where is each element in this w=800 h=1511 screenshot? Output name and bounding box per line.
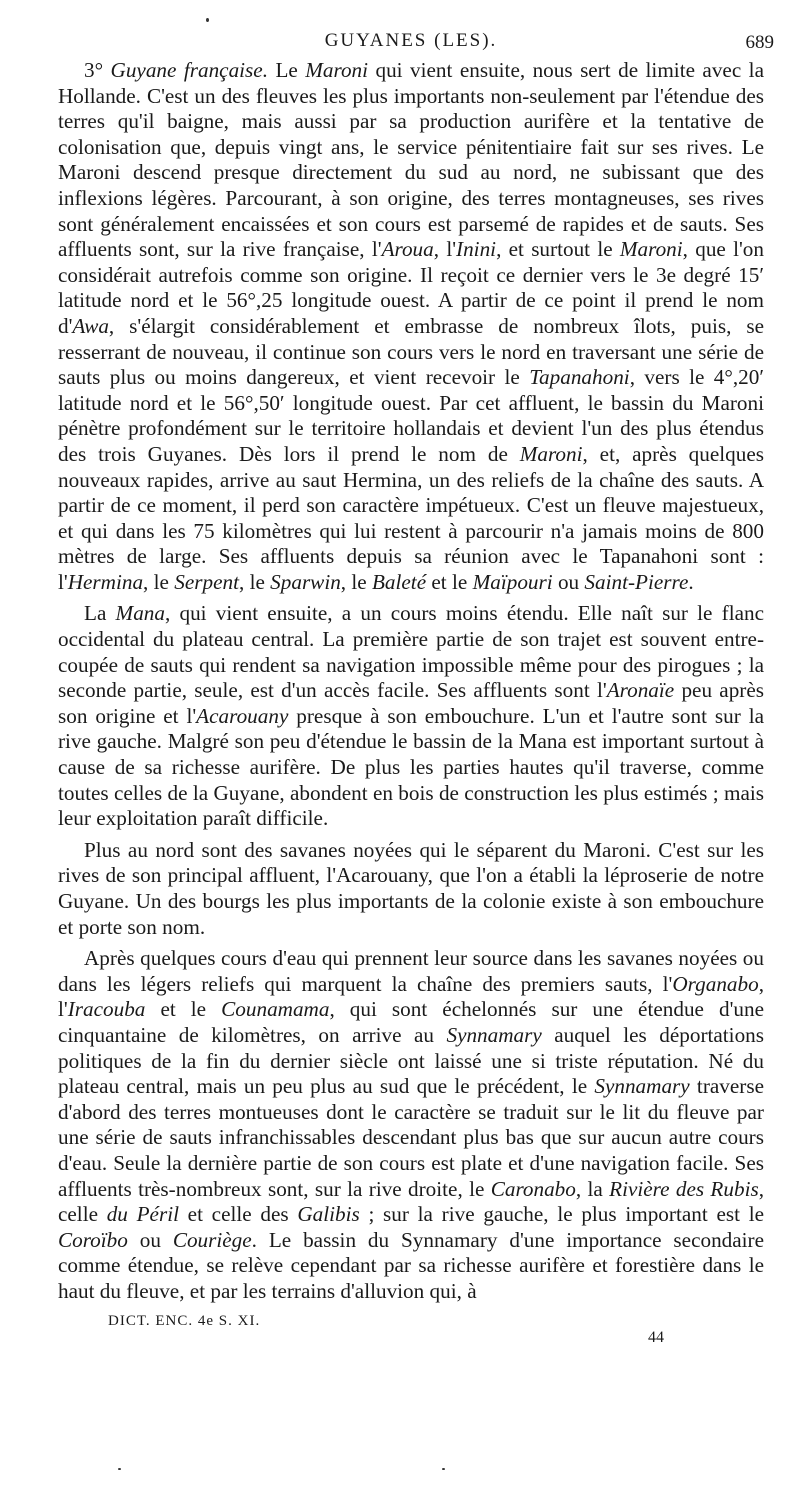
italic-term: Hermina: [67, 569, 144, 594]
text-run: et le: [426, 569, 473, 594]
text-run: auquel les déportations politiques de la fin du dernier siècle ont laissé une si triste réputation. Né du plateau central, mais un peu plus au sud que le précédent, le: [58, 1022, 764, 1099]
text-run: peu après son origine et l': [58, 678, 764, 728]
italic-term: Coroïbo: [58, 1227, 128, 1252]
text-run: , qui sont échelonnés sur une étendue d'une cinquantaine de kilomètres, on arrive au: [58, 997, 764, 1047]
italic-term: Maroni: [305, 58, 369, 82]
italic-term: Mana: [115, 601, 165, 626]
text-run: et celle des: [178, 1202, 298, 1227]
text-run: , qui vient ensuite, a un cours moins étendu. Elle naît sur le flanc occidental du plateau central. La première partie de son trajet est souvent entre-coupée de sauts qui rendent sa navigation impossible même pour des pirogues ; la seconde partie, seule, est d'un accès facile. Ses affluents sont l': [58, 601, 764, 703]
text-run: , le: [143, 569, 175, 594]
text-run: , la: [575, 1176, 610, 1201]
text-run: qui vient ensuite, nous sert de limite avec la Hollande. C'est un des fleuves les plus importants non-seulement par l'étendue des terres qu'il baigne, mais aussi par sa production aurifère et la tentative de colonisation que, depuis vingt ans, le service pénitentiaire fait sur ses rives. Le Maroni descend presque directement du sud au nord, ne subissant que des inflexions légères. Parcourant, à son origine, des terres montagneuses, ses rives sont généralement encaissées et son cours est parsemé de rapides et de sauts. Ses affluents sont, sur la rive française, l': [58, 58, 764, 262]
italic-term: Inini: [456, 237, 497, 262]
italic-term: Caronabo: [490, 1176, 576, 1201]
text-run: , le: [238, 569, 271, 594]
text-run: La: [84, 601, 116, 626]
paragraph: [58, 601, 764, 831]
italic-term: Maroni: [619, 237, 683, 262]
text-run: et le: [145, 997, 222, 1022]
document-page: [58, 30, 774, 1351]
italic-term: Saint-Pierre: [584, 569, 689, 594]
italic-term: Counamama: [221, 997, 330, 1022]
text-run: Après quelques cours d'eau qui prennent leur source dans les savanes noyées ou dans les légers reliefs qui marquent la chaîne des premiers sauts, l': [58, 946, 764, 996]
text-run: ou: [552, 569, 585, 594]
italic-term: Couriège: [172, 1227, 252, 1252]
italic-term: Galibis: [297, 1202, 360, 1227]
text-run: .: [688, 569, 694, 594]
running-title: GUYANES (LES).: [324, 30, 498, 51]
text-run: . Le bassin du Synnamary d'une importance secondaire comme étendue, se relève cependant par sa richesse aurifère et forestière dans le haut du fleuve, et par les terrains d'alluvion qui, à: [58, 1227, 765, 1303]
text-run: , s'élargit considérablement et embrasse de nombreux îlots, puis, se resserrant de nouveau, il continue son cours vers le nord en traversant une série de sauts plus ou moins dangereux, et vient recevoir le: [58, 313, 764, 390]
text-run: , celle: [58, 1176, 764, 1227]
page-number: 689: [745, 32, 774, 53]
paragraph: [58, 58, 764, 595]
scan-speck: [442, 1468, 445, 1470]
italic-term: Maroni: [519, 441, 583, 466]
sheet-number: 44: [648, 1328, 664, 1346]
italic-term: Tapanahoni: [529, 365, 630, 390]
italic-term: Synnamary: [446, 1022, 542, 1047]
italic-term: Awa: [72, 313, 109, 338]
text-run: ; sur la rive gauche, le plus important est le: [359, 1202, 764, 1227]
italic-term: Iracouba: [67, 997, 146, 1022]
text-run: Plus au nord sont des savanes noyées qui le séparent du Maroni. C'est sur les rives de son principal affluent, l'Acarouany, que l'on a établi la léproserie de notre Guyane. Un des bourgs les plus importants de la colonie existe à son embouchure et porte son nom.: [58, 837, 764, 939]
text-run: , le: [340, 569, 372, 594]
text-run: Le: [268, 58, 306, 82]
article-body: [58, 58, 764, 1305]
text-run: , l': [433, 237, 457, 262]
running-header: [58, 30, 774, 58]
signature-mark: DICT. ENC. 4e S. XI.: [108, 1312, 261, 1329]
text-run: , que l'on considérait autrefois comme son origine. Il reçoit ce dernier vers le 3e degré 15′ latitude nord et le 56°,25 longitude ouest. A partir de ce point il prend le nom d': [58, 237, 764, 338]
italic-term: Sparwin: [270, 569, 341, 594]
paragraph: [58, 946, 764, 1304]
text-run: , vers le 4°,20′ latitude nord et le 56°,50′ longitude ouest. Par cet affluent, le bassin du Maroni pénètre profondément sur le territoire hollandais et devient l'un des plus étendus des trois Guyanes. Dès lors il prend le nom de: [58, 365, 764, 466]
text-run: , et, après quelques nouveaux rapides, arrive au saut Hermina, un des reliefs de la chaîne des sauts. A partir de ce moment, il perd son caractère impétueux. C'est un fleuve majestueux, et qui dans les 75 kilomètres qui lui restent à parcourir n'a jamais moins de 800 mètres de large. Ses affluents depuis sa réunion avec le Tapanahoni sont : l': [58, 441, 765, 594]
italic-term: Rivière des Rubis: [609, 1176, 759, 1201]
italic-term: Aroua: [381, 237, 434, 262]
italic-term: Synnamary: [594, 1074, 690, 1099]
italic-term: Maïpouri: [472, 569, 553, 594]
italic-term: Acarouany: [196, 703, 289, 728]
text-run: traverse d'abord des terres montueuses dont le caractère se traduit sur le lit du fleuve par une série de sauts infranchissables descendant plus bas que sur aucun autre cours d'eau. Seule la dernière partie de son cours est plate et d'une navigation facile. Ses affluents très-nombreux sont, sur la rive droite, le: [58, 1074, 764, 1201]
scan-speck: [206, 18, 209, 22]
text-run: , l': [58, 971, 764, 1022]
italic-term: Serpent: [174, 569, 239, 594]
text-run: presque à son embouchure. L'un et l'autre sont sur la rive gauche. Malgré son peu d'étendue le bassin de la Mana est important surtout à cause de sa richesse aurifère. De plus les parties hautes qu'il traverse, comme toutes celles de la Guyane, abondent en bois de construction les plus estimés ; mais leur exploitation paraît difficile.: [58, 703, 764, 831]
italic-term: Aronaïe: [606, 678, 675, 703]
italic-term: du Péril: [106, 1202, 179, 1227]
italic-term: Baleté: [371, 569, 427, 594]
text-run: , et surtout le: [496, 237, 620, 262]
italic-term: Organabo: [672, 971, 759, 996]
italic-term: Guyane française.: [110, 58, 269, 82]
text-run: 3°: [84, 58, 111, 82]
page-footer: [58, 1311, 764, 1351]
scan-speck: [118, 1468, 121, 1470]
text-run: ou: [127, 1227, 173, 1252]
paragraph: [58, 838, 764, 940]
